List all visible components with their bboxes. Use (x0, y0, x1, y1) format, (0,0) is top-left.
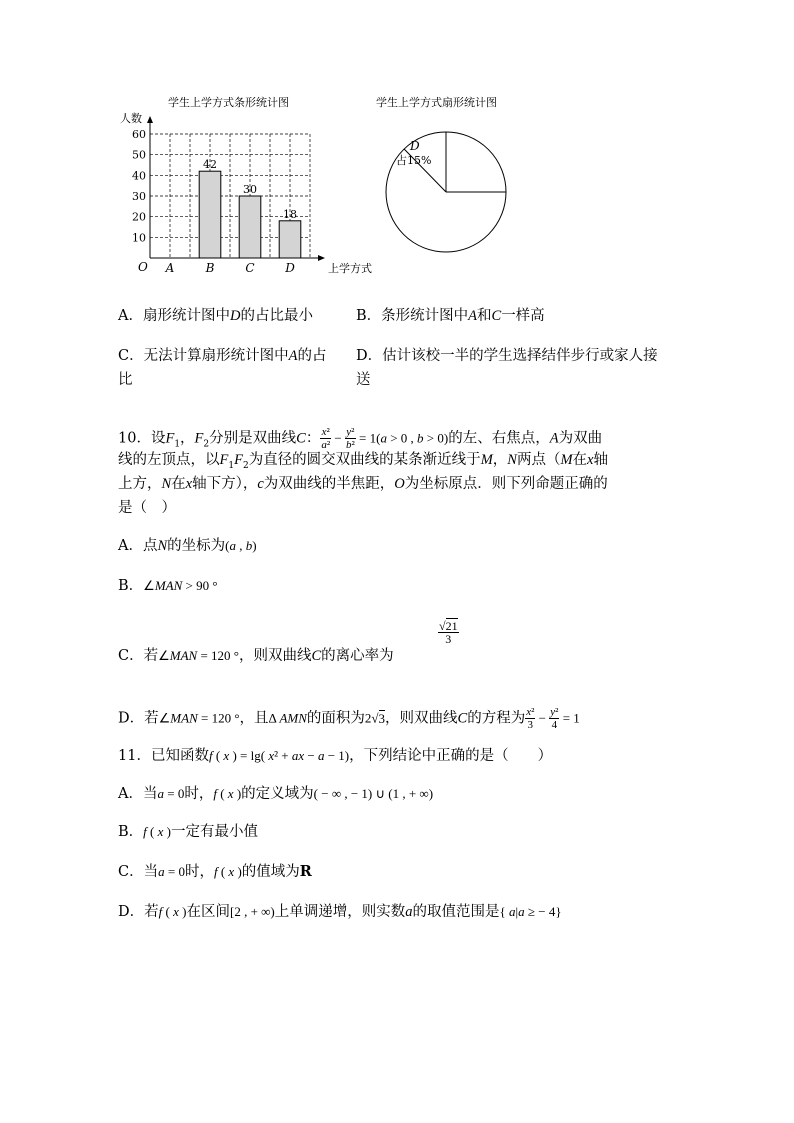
text: 的面积为 (306, 710, 365, 727)
text: 在 (572, 452, 588, 468)
text: ，且 (239, 710, 269, 727)
text: 为直径的圆交双曲线的某条渐近线于 (248, 452, 481, 468)
bar-chart-title: 学生上学方式条形统计图 (168, 96, 289, 109)
x-tick-label: D (285, 261, 295, 275)
text: 为双曲 (558, 430, 603, 447)
q11-option-a: A．当a = 0时，f ( x )的定义域为( − ∞ , − 1) ∪ (1 , + ∞) (118, 786, 434, 802)
y-axis-label: 人数 (120, 112, 142, 125)
text: 线的左顶点，以 (118, 452, 220, 468)
text: C．若 (118, 648, 159, 664)
text: C．无法计算扇形统计图中 (118, 348, 289, 364)
text: A．点 (118, 538, 158, 554)
var: D (229, 308, 241, 324)
y-tick-label: 50 (132, 148, 146, 162)
q10-option-b: B．∠MAN > 90 ° (118, 578, 218, 594)
text: 轴下方）， (192, 476, 258, 492)
origin-label: O (138, 260, 148, 274)
text: 在 (171, 476, 186, 492)
q11-option-d: D．若f ( x )在区间[2 , + ∞)上单调递增，则实数a的取值范围是{ a|a ≥ − 4} (118, 904, 562, 920)
y-axis-arrow (147, 116, 153, 123)
x-tick-labels (165, 261, 296, 275)
text: 的值域为 (241, 864, 300, 880)
var: A (288, 348, 298, 364)
text: A．扇形统计图中 (118, 308, 230, 324)
y-tick-labels (132, 128, 146, 244)
text: 时， (184, 786, 214, 802)
text: A．当 (118, 786, 158, 802)
q9-option-c (118, 346, 326, 366)
pie-chart-title: 学生上学方式扇形统计图 (376, 96, 497, 109)
text: 和 (477, 308, 492, 324)
text: 一样高 (501, 308, 545, 324)
q11-stem: 11．已知函数f ( x ) = lg( x² + ax − a − 1)，下列结论中正确的是（ ） (118, 748, 553, 764)
var: A (468, 308, 478, 324)
var: C (491, 308, 502, 324)
text: 的左、右焦点， (448, 430, 550, 447)
y-tick-label: 20 (132, 210, 146, 224)
text: C．当 (118, 864, 159, 880)
q9-option-d: D．估计该校一半的学生选择结伴步行或家人接 (356, 348, 658, 364)
x-tick-label: C (245, 261, 255, 275)
bar-chart (110, 92, 390, 282)
pie-slice-percent: 占15% (396, 154, 432, 167)
text: 的定义域为 (241, 786, 314, 802)
q10-option-a: A．点N的坐标为(a , b) (118, 538, 257, 554)
text: ，下列结论中正确的是（ ） (349, 748, 553, 764)
text: D．若 (118, 710, 159, 727)
text: 时， (184, 864, 214, 880)
bar-C (239, 196, 261, 258)
pie-chart (372, 92, 532, 262)
text: 的坐标为 (167, 538, 226, 554)
q10-option-d: D．若∠MAN = 120 °，且Δ AMN的面积为2√3，则双曲线C的方程为 $\frac{\text{x²}}{3}$ − $\frac{\text{y²}}{4}$ = 1 (118, 706, 580, 731)
q10-stem-line2: 线的左顶点，以$F_1F_2$为直径的圆交双曲线的某条渐近线于M，N两点（M在x轴 (118, 452, 608, 471)
bar-B (199, 171, 221, 258)
x-axis-arrow (318, 255, 325, 261)
pie-slice-label: D (410, 139, 420, 153)
q10-option-c: C．若∠MAN = 120 °，则双曲线C的离心率为 (118, 648, 394, 664)
text: 的取值范围是 (412, 904, 500, 920)
text: 在区间 (186, 904, 230, 920)
text: B．条形统计图中 (356, 308, 469, 324)
reals-symbol: R (299, 863, 312, 880)
q11-option-b: B．f ( x )一定有最小值 (118, 824, 258, 840)
text: 一定有最小值 (171, 824, 258, 840)
text: 11．已知函数 (118, 748, 209, 764)
text: ，则双曲线 (385, 710, 458, 727)
bars (199, 158, 301, 258)
var: a (405, 904, 413, 920)
text: 的占比最小 (240, 308, 313, 324)
q10-stem-line1: 10．设$F_1$，$F_2$分别是双曲线C： $\frac{\text{x²}}{\text{a²}}$ − $\frac{\text{y²}}{\text{b²}}$ = 1(a > 0 , b > 0)的左、右焦点，A为双曲 (118, 426, 603, 451)
x-axis-label: 上学方式 (328, 262, 372, 275)
text: D．若 (118, 904, 159, 920)
x-tick-label: B (205, 261, 215, 275)
y-tick-label: 60 (132, 128, 146, 141)
bar-value-label: 42 (203, 158, 217, 172)
y-tick-label: 10 (132, 231, 146, 245)
text: 10．设 (118, 430, 166, 447)
eccentricity-value: $\frac{√21}{3}$ (439, 619, 458, 646)
q9-option-c-line2: 比 (118, 372, 133, 388)
q10-stem-line4: 是（ ） (118, 500, 176, 516)
y-tick-label: 30 (132, 190, 146, 203)
x-tick-label: A (165, 261, 175, 275)
text: 的占 (297, 348, 327, 364)
text: 两点（ (516, 452, 561, 468)
text: B． (118, 824, 144, 840)
text: 分别是双曲线 (209, 430, 297, 447)
text: 的离心率为 (321, 648, 394, 664)
bar-value-label: 30 (243, 183, 257, 196)
q9-option-a (118, 306, 313, 326)
text: ， (492, 452, 508, 468)
text: 上单调递增，则实数 (274, 904, 406, 920)
text: 轴 (593, 452, 608, 468)
text: ，则双曲线 (239, 648, 312, 664)
bar-value-label: 18 (283, 207, 297, 221)
q11-option-c: C．当a = 0时，f ( x )的值域为R (118, 863, 312, 880)
text: B． (118, 578, 144, 594)
text: 为双曲线的半焦距， (263, 476, 395, 492)
bar-D (279, 221, 301, 258)
text: 为坐标原点．则下列命题正确的 (404, 476, 608, 492)
q9-option-b (356, 306, 545, 326)
text: 的方程为 (467, 710, 526, 727)
q10-stem-line3: 上方，N在x轴下方），c为双曲线的半焦距，O为坐标原点．则下列命题正确的 (118, 476, 608, 492)
q9-option-d-line2: 送 (356, 372, 371, 388)
y-tick-label: 40 (132, 169, 146, 183)
text: 上方， (118, 476, 162, 492)
